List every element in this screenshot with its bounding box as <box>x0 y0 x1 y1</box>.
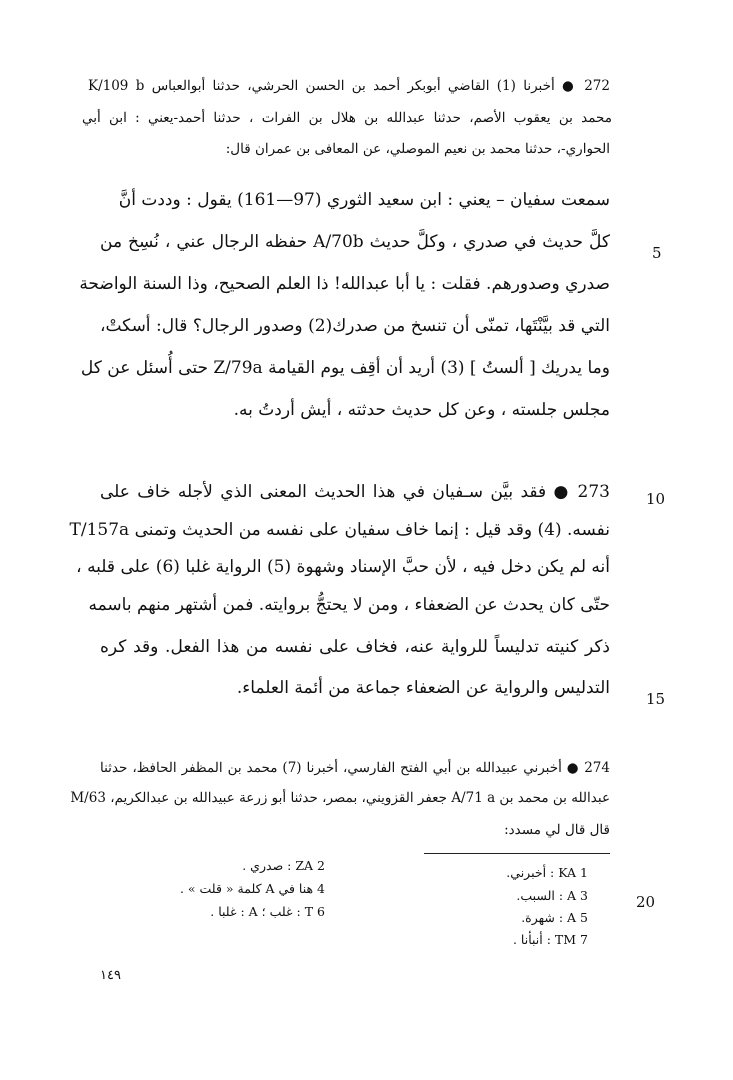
text-line-274-1: 274 ● أخبرني عبيدالله بن أبي الفتح الفارسي، أخبرنا (7) محمد بن المظفر الحافظ، حدثنا <box>100 760 610 776</box>
page-number: ١٤٩ <box>100 968 121 983</box>
text-line-273-2: نفسه. (4) وقد قيل : إنما خاف سفيان على نفسه من الحديث وتمنى T/157a <box>69 520 610 540</box>
text-line-272-3: الحواري-، حدثنا محمد بن نعيم الموصلي، عن المعافى بن عمران قال: <box>225 141 610 157</box>
text-line-274-2: عبدالله بن محمد بن A/71 a جعفر القزويني، بمصر، حدثنا أبو زرعة عبيدالله بن عبدالكريم، M/63 <box>70 790 610 806</box>
text-line-274-3: قال قال لي مسدد: <box>504 822 610 838</box>
line-number-10: 10 <box>646 490 666 508</box>
text-line-sufyan-1: سمعت سفيان – يعني : ابن سعيد الثوري (97—161) يقول : وددت أنَّ <box>118 190 610 210</box>
footnote-divider <box>424 853 610 854</box>
text-line-273-1: 273 ● فقد بيَّن سـفيان في هذا الحديث المعنى الذي لأجله خاف على <box>100 482 610 502</box>
text-line-sufyan-4: التي قد بيَّنْتَها، تمنّى أن تنسخ من صدرك(2) وصدور الرجال؟ قال: أسكتْ، <box>100 316 610 336</box>
text-line-sufyan-5: وما يدريك [ ألستُ ] (3) أريد أن أقِف يوم القيامة Z/79a حتى أُسئل عن كل <box>80 358 610 378</box>
footnote-7: 7 TM : أنبأنا . <box>512 932 588 947</box>
footnote-5: 5 A : شهرة. <box>521 910 588 925</box>
footnote-2: 2 ZA : صدري . <box>242 858 325 873</box>
text-line-273-5: ذكر كنيته تدليساً للرواية عنه، فخاف على نفسه من هذا الفعل. وقد كره <box>100 637 610 657</box>
line-number-15: 15 <box>646 690 666 708</box>
text-line-272-2: محمد بن يعقوب الأصم، حدثنا عبدالله بن هلال بن الفرات ، حدثنا أحمد-يعني : ابن أبي <box>82 110 612 126</box>
text-line-272-1: 272 ● أخبرنا (1) القاضي أبوبكر أحمد بن الحسن الحرشي، حدثنا أبوالعباس K/109 b <box>88 78 610 94</box>
text-line-sufyan-6: مجلس جلسته ، وعن كل حديث حدثته ، أيش أردتُ به. <box>233 400 610 420</box>
line-number-5: 5 <box>652 244 662 262</box>
text-line-273-3: أنه لم يكن دخل فيه ، لأن حبَّ الإسناد وشهوة (5) الرواية غلبا (6) على قلبه ، <box>76 557 610 577</box>
text-line-sufyan-2: كلَّ حديث في صدري ، وكلَّ حديث A/70b حفظه الرجال عني ، نُسِخ من <box>100 232 611 252</box>
text-line-sufyan-3: صدري وصدورهم. فقلت : يا أبا عبدالله! ذا العلم الصحيح، وذا السنة الواضحة <box>79 274 610 294</box>
text-line-273-4: حتّى كان يحدث عن الضعفاء ، ومن لا يحتجُّ بروايته. فمن أشتهر منهم باسمه <box>88 595 610 615</box>
footnote-3: 3 A : السبب. <box>516 888 588 903</box>
line-number-20: 20 <box>636 893 656 911</box>
footnote-4: 4 هنا في A كلمة « قلت » . <box>179 881 325 896</box>
text-line-273-6: التدليس والرواية عن الضعفاء جماعة من أئمة العلماء. <box>236 678 610 698</box>
footnote-6: 6 T : غلب ؛ A : غلبا . <box>210 904 325 919</box>
footnote-1: 1 KA : أخبرني. <box>506 865 588 880</box>
